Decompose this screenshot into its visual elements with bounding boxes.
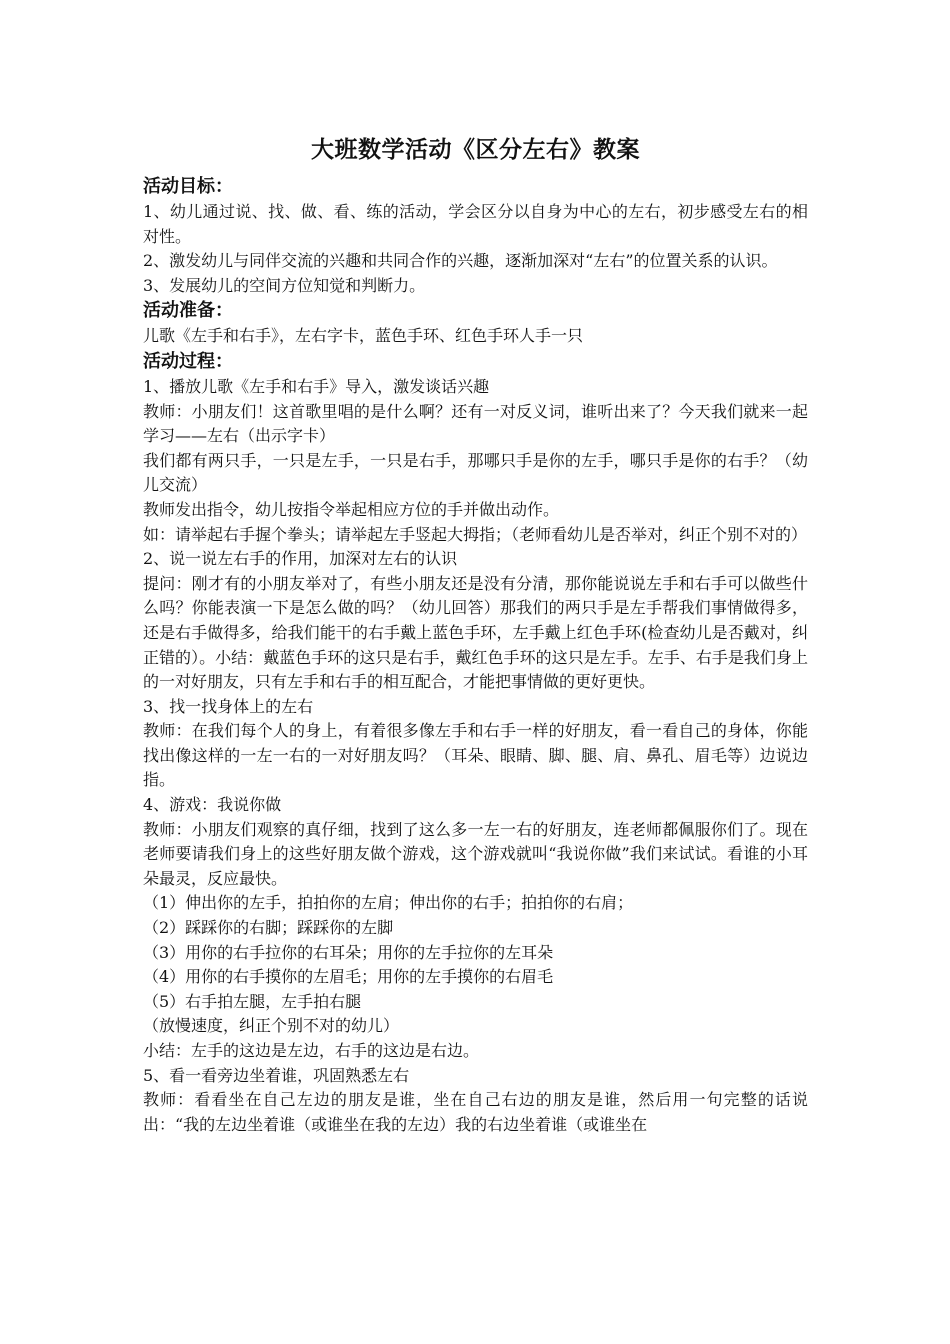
game-step: （1）伸出你的左手，拍拍你的左肩；伸出你的右手；拍拍你的右肩； [143, 893, 634, 913]
section-heading-goals: 活动目标： [143, 176, 233, 197]
process-paragraph: 如：请举起右手握个拳头；请举起左手竖起大拇指；（老师看幼儿是否举对，纠正个别不对的） [143, 524, 808, 544]
goal-item-3: 3、发展幼儿的空间方位知觉和判断力。 [143, 275, 426, 295]
document-page [143, 130, 808, 1137]
game-step: （3）用你的右手拉你的右耳朵；用你的左手拉你的左耳朵 [143, 942, 554, 962]
process-paragraph: 教师：小朋友们观察的真仔细，找到了这么多一左一右的好朋友，连老师都佩服你们了。现在老师要请我们身上的这些好朋友做个游戏，这个游戏就叫“我说你做”我们来试试。看谁的小耳朵最灵，反应最快。 [143, 819, 808, 888]
section-process [143, 349, 808, 1137]
process-paragraph: （放慢速度，纠正个别不对的幼儿） [143, 1016, 400, 1036]
process-paragraph: 教师：看看坐在自己左边的朋友是谁，坐在自己右边的朋友是谁，然后用一句完整的话说出：“我的左边坐着谁（或谁坐在我的左边）我的右边坐着谁（或谁坐在 [143, 1090, 808, 1134]
section-heading-process: 活动过程： [143, 350, 233, 372]
process-paragraph: 提问：刚才有的小朋友举对了，有些小朋友还是没有分清，那你能说说左手和右手可以做些什么吗？你能表演一下是怎么做的吗？（幼儿回答）那我们的两只手是左手帮我们事情做得多，还是右手做得多，给我们能干的右手戴上蓝色手环，左手戴上红色手环(检查幼儿是否戴对，纠正错的）。小结：戴蓝色手环的这只是右手，戴红色手环的这只是左手。左手、右手是我们身上的一对好朋友，只有左手和右手的相互配合，才能把事情做的更好更快。 [143, 573, 808, 692]
game-step: （5）右手拍左腿，左手拍右腿 [143, 991, 362, 1011]
process-paragraph: 我们都有两只手，一只是左手，一只是右手，那哪只手是你的左手，哪只手是你的右手？（幼儿交流） [143, 450, 808, 495]
section-heading-preparation: 活动准备： [143, 300, 233, 322]
process-paragraph: 2、说一说左右手的作用，加深对左右的认识 [143, 549, 458, 569]
process-paragraph: 5、看一看旁边坐着谁，巩固熟悉左右 [143, 1065, 410, 1085]
section-goals [143, 174, 808, 298]
goal-item-1: 1、幼儿通过说、找、做、看、练的活动，学会区分以自身为中心的左右，初步感受左右的相对性。 [143, 202, 808, 246]
process-paragraph: 3、找一找身体上的左右 [143, 696, 314, 716]
process-paragraph: 教师：在我们每个人的身上，有着很多像左手和右手一样的好朋友，看一看自己的身体，你能找出像这样的一左一右的一对好朋友吗？（耳朵、眼睛、脚、腿、肩、鼻孔、眉毛等）边说边指。 [143, 721, 808, 790]
process-paragraph: 1、播放儿歌《左手和右手》导入，激发谈话兴趣 [143, 376, 490, 396]
process-paragraph: 小结：左手的这边是左边，右手的这边是右边。 [143, 1041, 480, 1060]
goal-item-2: 2、激发幼儿与同伴交流的兴趣和共同合作的兴趣，逐渐加深对“左右”的位置关系的认识。 [143, 251, 778, 271]
section-preparation [143, 298, 808, 349]
preparation-text: 儿歌《左手和右手》，左右字卡，蓝色手环、红色手环人手一只 [143, 326, 584, 346]
game-step: （4）用你的右手摸你的左眉毛；用你的左手摸你的右眉毛 [143, 967, 554, 987]
game-step: （2）踩踩你的右脚；踩踩你的左脚 [143, 918, 394, 938]
process-paragraph: 4、游戏：我说你做 [143, 795, 282, 815]
process-paragraph: 教师发出指令，幼儿按指令举起相应方位的手并做出动作。 [143, 499, 560, 519]
process-paragraph: 教师：小朋友们！这首歌里唱的是什么啊？还有一对反义词，谁听出来了？今天我们就来一起学习——左右（出示字卡） [143, 401, 808, 446]
document-title: 大班数学活动《区分左右》教案 [311, 136, 640, 163]
